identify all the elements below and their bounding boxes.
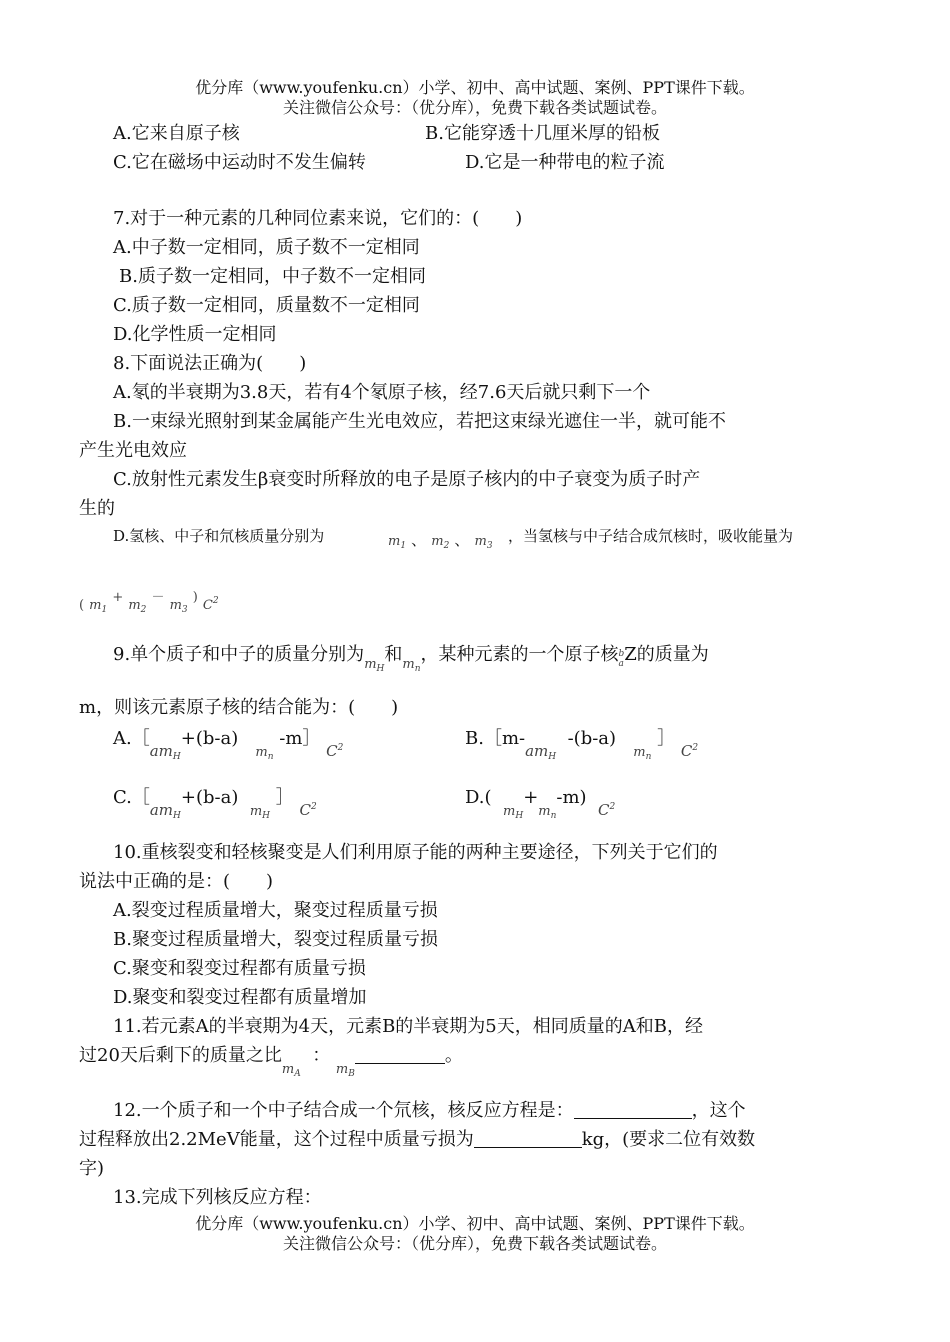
q12-equation-blank[interactable] bbox=[574, 1100, 692, 1119]
mass-mh: mH bbox=[364, 657, 385, 674]
q11-answer-blank[interactable] bbox=[355, 1045, 445, 1064]
label: D.( bbox=[465, 787, 492, 808]
q12-line3: 字) bbox=[79, 1158, 105, 1179]
q9-option-b bbox=[465, 727, 698, 769]
end: -m) bbox=[556, 787, 587, 808]
q10-option-a: A.裂变过程质量增大，聚变过程质量亏损 bbox=[113, 900, 438, 921]
end: 。 bbox=[444, 1045, 463, 1066]
q7-option-d: D.化学性质一定相同 bbox=[113, 324, 277, 345]
minus-sign: － bbox=[151, 590, 165, 605]
prefix: 过20天后剩下的质量之比 bbox=[79, 1045, 282, 1066]
nuclide-symbol: Z bbox=[624, 644, 637, 665]
q9-stem-and: 和 bbox=[384, 644, 403, 665]
end: ］ bbox=[657, 728, 676, 749]
q11-line2 bbox=[79, 1044, 463, 1086]
label: B.［m- bbox=[465, 728, 526, 749]
page-footer-line2: 关注微信公众号：（优分库），免费下载各类试题试卷。 bbox=[282, 1234, 667, 1253]
q6-option-a: A.它来自原子核 bbox=[113, 123, 240, 144]
q12-mass-defect-blank[interactable] bbox=[474, 1129, 582, 1148]
mass-mn: mn bbox=[402, 657, 421, 674]
mass-m2: $m_2$ bbox=[431, 534, 450, 551]
separator: 、 bbox=[454, 531, 470, 549]
q9-option-c bbox=[113, 786, 317, 828]
label: C.［ bbox=[113, 787, 150, 808]
mass-m1: $m_1$ bbox=[89, 598, 108, 615]
separator: 、 bbox=[411, 531, 427, 549]
mass-mn: mn bbox=[255, 745, 274, 762]
light-speed-squared: C2 bbox=[299, 801, 317, 819]
q10-option-b: B.聚变过程质量增大，裂变过程质量亏损 bbox=[113, 929, 438, 950]
q9-stem-middle: ，某种元素的一个原子核 bbox=[420, 644, 619, 665]
mid: +(b-a) bbox=[180, 787, 239, 808]
light-speed-squared: $C^2$ bbox=[202, 596, 219, 613]
plus-sign: + bbox=[112, 590, 124, 605]
q6-option-c: C.它在磁场中运动时不发生偏转 bbox=[113, 152, 366, 173]
q8-stem: 8.下面说法正确为( ) bbox=[113, 353, 307, 374]
mass-m2: $m_2$ bbox=[128, 598, 147, 615]
end: -m］ bbox=[279, 728, 321, 749]
light-speed-squared: C2 bbox=[680, 742, 699, 760]
prefix: 过程释放出2.2MeV能量，这个过程中质量亏损为 bbox=[79, 1129, 474, 1150]
q6-option-b: B.它能穿透十几厘米厚的铅板 bbox=[425, 123, 660, 144]
q9-stem-line1 bbox=[113, 643, 709, 681]
q8-option-c-line2: 生的 bbox=[79, 498, 115, 519]
q9-option-d bbox=[465, 786, 615, 828]
q8-option-d-prefix: D.氢核、中子和氘核质量分别为 bbox=[113, 527, 325, 545]
q9-stem-prefix: 9.单个质子和中子的质量分别为 bbox=[113, 644, 365, 665]
q8-d-energy-formula bbox=[79, 586, 219, 615]
light-speed-squared: C2 bbox=[598, 801, 616, 819]
term-am-h: amH bbox=[525, 742, 557, 762]
mid: -(b-a) bbox=[567, 728, 617, 749]
term-am-h: amH bbox=[149, 742, 181, 762]
q8-option-b-line1: B.一束绿光照射到某金属能产生光电效应，若把这束绿光遮住一半，就可能不 bbox=[113, 411, 726, 432]
q8-d-mass-list bbox=[388, 530, 493, 551]
label: A.［ bbox=[113, 728, 150, 749]
q6-option-d: D.它是一种带电的粒子流 bbox=[465, 152, 665, 173]
end: ］ bbox=[275, 787, 294, 808]
q12-line2 bbox=[79, 1128, 755, 1152]
q8-option-d-suffix: ，当氢核与中子结合成氘核时，吸收能量为 bbox=[508, 527, 794, 545]
q8-option-c-line1: C.放射性元素发生β衰变时所释放的电子是原子核内的中子衰变为质子时产 bbox=[113, 469, 701, 490]
mass-mb: mB bbox=[335, 1062, 355, 1079]
page-header-line1: 优分库（www.youfenku.cn）小学、初中、高中试题、案例、PPT课件下载。 bbox=[195, 78, 755, 97]
q7-option-c: C.质子数一定相同，质量数不一定相同 bbox=[113, 295, 420, 316]
q12-line1 bbox=[113, 1099, 746, 1123]
q13-stem: 13.完成下列核反应方程： bbox=[113, 1187, 322, 1208]
mass-m1: $m_1$ bbox=[388, 534, 407, 551]
q10-option-c: C.聚变和裂变过程都有质量亏损 bbox=[113, 958, 366, 979]
light-speed-squared: C2 bbox=[326, 742, 344, 760]
colon: ： bbox=[312, 1045, 331, 1066]
page-footer-line1: 优分库（www.youfenku.cn）小学、初中、高中试题、案例、PPT课件下载。 bbox=[195, 1214, 755, 1233]
mass-ma: mA bbox=[281, 1062, 301, 1079]
q7-option-a: A.中子数一定相同，质子数不一定相同 bbox=[113, 237, 420, 258]
q10-stem-line2: 说法中正确的是：( ) bbox=[79, 871, 274, 892]
q8-option-a: A.氡的半衰期为3.8天，若有4个氡原子核，经7.6天后就只剩下一个 bbox=[113, 382, 651, 403]
mass-m3: $m_3$ bbox=[474, 534, 493, 551]
q9-option-a bbox=[113, 727, 343, 769]
q10-stem-line1: 10.重核裂变和轻核聚变是人们利用原子能的两种主要途径，下列关于它们的 bbox=[113, 842, 718, 863]
q7-stem: 7.对于一种元素的几种同位素来说，它们的：( ) bbox=[113, 208, 523, 229]
q9-stem-line2: m，则该元素原子核的结合能为：( ) bbox=[79, 697, 399, 718]
q10-option-d: D.聚变和裂变过程都有质量增加 bbox=[113, 987, 367, 1008]
mass-mn: mn bbox=[633, 745, 652, 762]
mass-mh: mH bbox=[249, 804, 270, 821]
page-header-line2: 关注微信公众号：（优分库），免费下载各类试题试卷。 bbox=[282, 98, 667, 117]
suffix: ，这个 bbox=[691, 1100, 746, 1121]
q11-line1: 11.若元素A的半衰期为4天，元素B的半衰期为5天，相同质量的A和B，经 bbox=[113, 1016, 703, 1037]
mass-mn: mn bbox=[538, 804, 557, 821]
mid: +(b-a) bbox=[180, 728, 239, 749]
q8-option-b-line2: 产生光电效应 bbox=[79, 440, 187, 461]
prefix: 12.一个质子和一个中子结合成一个氘核，核反应方程是： bbox=[113, 1100, 574, 1121]
mass-mh: mH bbox=[503, 804, 524, 821]
q9-stem-suffix: 的质量为 bbox=[636, 644, 709, 665]
q7-option-b: B.质子数一定相同，中子数不一定相同 bbox=[119, 266, 426, 287]
plus: + bbox=[523, 787, 539, 808]
paren-open: ( bbox=[79, 598, 85, 613]
nuclide-indices: b a bbox=[618, 649, 625, 669]
term-am-h: amH bbox=[149, 801, 181, 821]
suffix: kg，(要求二位有效数 bbox=[581, 1129, 756, 1150]
paren-close: ) bbox=[192, 590, 198, 605]
mass-m3: $m_3$ bbox=[169, 598, 188, 615]
